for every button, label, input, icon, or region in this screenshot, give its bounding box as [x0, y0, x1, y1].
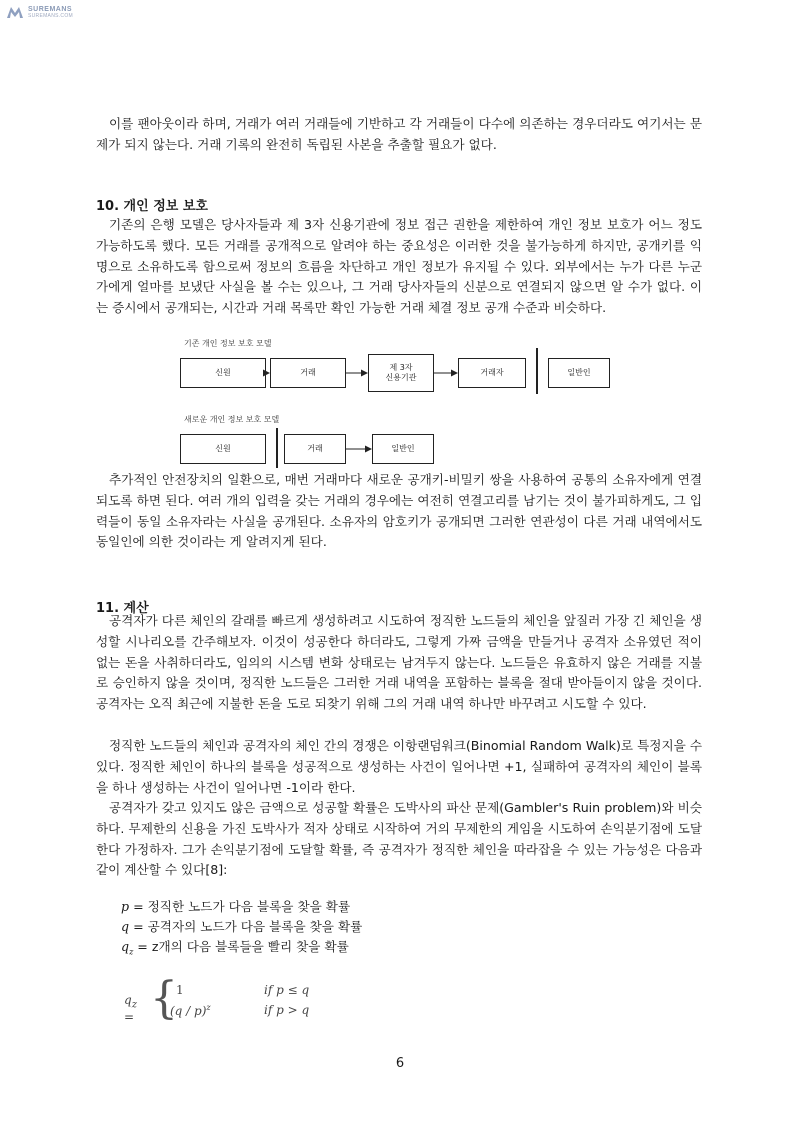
def-qz-text: = z개의 다음 블록들을 빨리 찾을 확률 — [133, 939, 349, 954]
old-public-box: 일반인 — [548, 358, 610, 388]
var-q: q — [121, 919, 130, 934]
calculations-paragraph-2: 정직한 노드들의 체인과 공격자의 체인 간의 경쟁은 이항랜덤워크(Binomial Random Walk)로 특정지을 수 있다. 정직한 체인이 하나의 블록을 성공적으로 생성하는 사건이 일어나면 +1, 실패하여 공격자의 체인이 블록을 하나 생성하는 사건이 일어나면 -1이라 한다. — [96, 738, 702, 795]
new-transaction-box: 거래 — [284, 434, 346, 464]
old-counterparty-box: 거래자 — [458, 358, 526, 388]
watermark — [6, 5, 73, 19]
old-model-label: 기존 개인 정보 보호 모델 — [184, 339, 272, 348]
def-q-text: = 공격자의 노드가 다음 블록을 찾을 확률 — [129, 919, 363, 934]
privacy-paragraph-2: 추가적인 안전장치의 일환으로, 매번 거래마다 새로운 공개키-비밀키 쌍을 사용하여 공통의 소유자에게 연결되도록 하면 된다. 여러 개의 입력을 갖는 거래의 경우에는 여전히 연결고리를 남기는 것이 불가피하게도, 그 입력들이 동일 소유자라는 사실을 공개된다. 소유자의 암호키가 공개되면 그러한 연관성이 다른 거래 내역에서도 동일인에 의한 것이라는 게 알려지게 된다. — [96, 472, 702, 550]
def-p-text: = 정직한 노드가 다음 블록을 찾을 확률 — [129, 899, 351, 914]
var-p: p — [121, 899, 130, 914]
formula-brace: { — [150, 973, 178, 1024]
privacy-paragraph-1: 기존의 은행 모델은 당사자들과 제 3자 신용기관에 정보 접근 권한을 제한하여 개인 정보 보호가 어느 정도 가능하도록 했다. 모든 거래를 공개적으로 알려야 하는 중요성은 이러한 것을 불가능하게 하지만, 공개키를 익명으로 소유하도록 함으로써 정보의 흐름을 차단하고 개인 정보가 유지될 수 있다. 외부에서는 누가 다른 누군가에게 얼마를 보냈단 사실을 볼 수는 있으나, 그 거래 당사자들의 신분으로 연결되지 않으면 알 수가 없다. 이는 증시에서 공개되는, 시간과 거래 목록만 확인 가능한 거래 체결 정보 공개 수준과 비슷하다. — [96, 217, 702, 316]
calculations-heading: 11. 계산 — [96, 601, 149, 616]
formula-row-1: 1 if p ≤ q — [176, 983, 310, 997]
new-model-label: 새로운 개인 정보 보호 모델 — [184, 415, 280, 424]
new-model-divider — [276, 428, 278, 468]
calculations-paragraph-3: 공격자가 갖고 있지도 않은 금액으로 성공할 확률은 도박사의 파산 문제(Gambler's Ruin problem)와 비슷하다. 무제한의 신용을 가진 도박사가 적자 상태로 시작하여 거의 무제한의 게임을 시도하여 손익분기점에 도달한다 가정하자. 그가 손익분기점에 도달할 확률, 즉 공격자가 정직한 체인을 따라잡을 수 있는 가능성은 다음과 같이 계산할 수 있다[8]: — [96, 800, 702, 878]
calculations-paragraph-1: 공격자가 다른 체인의 갈래를 빠르게 생성하려고 시도하여 정직한 노드들의 체인을 앞질러 가장 긴 체인을 생성할 시나리오를 간주해보자. 이것이 성공한다 하더라도, 그렇게 가짜 금액을 만들거나 공격자 소유였던 적이 없는 돈을 사취하더라도, 임의의 시스템 변화 상태로는 남겨두지 않는다. 노드들은 유효하지 않은 거래를 지불로 승인하지 않을 것이며, 정직한 노드들은 그러한 거래 내역을 포함하는 블록을 절대 받아들이지 않을 것이다. 공격자는 오직 최근에 지불한 돈을 도로 되찾기 위해 그의 거래 내역 하나만 바꾸려고 시도할 수 있다. — [96, 613, 702, 712]
formula-row-2: (q / p)$^z$ if p > q — [170, 1003, 310, 1018]
old-identity-box: 신원 — [180, 358, 266, 388]
new-public-box: 일반인 — [372, 434, 434, 464]
definition-qz — [121, 938, 349, 962]
definition-p — [121, 898, 350, 916]
page-number: 6 — [395, 1056, 405, 1071]
var-qz: q — [121, 939, 130, 954]
watermark-url: SUREMANS.COM — [28, 12, 73, 19]
new-identity-box: 신원 — [180, 434, 266, 464]
definition-q — [121, 918, 362, 936]
old-trusted-third-party-box: 제 3자 신용기관 — [368, 354, 434, 392]
old-transaction-box: 거래 — [270, 358, 346, 388]
fanout-paragraph: 이를 팬아웃이라 하며, 거래가 여러 거래들에 기반하고 각 거래들이 다수에 의존하는 경우더라도 여기서는 문제가 되지 않는다. 거래 기록의 완전히 독립된 사본을 추출할 필요가 없다. — [96, 116, 702, 152]
suremans-logo-icon — [6, 5, 24, 19]
var-qz-sub: z — [129, 947, 134, 957]
privacy-heading: 10. 개인 정보 보호 — [96, 199, 208, 214]
old-model-divider — [536, 348, 538, 394]
watermark-title: SUREMANS — [28, 5, 73, 13]
formula-lhs: $q_z$ = — [124, 993, 137, 1025]
